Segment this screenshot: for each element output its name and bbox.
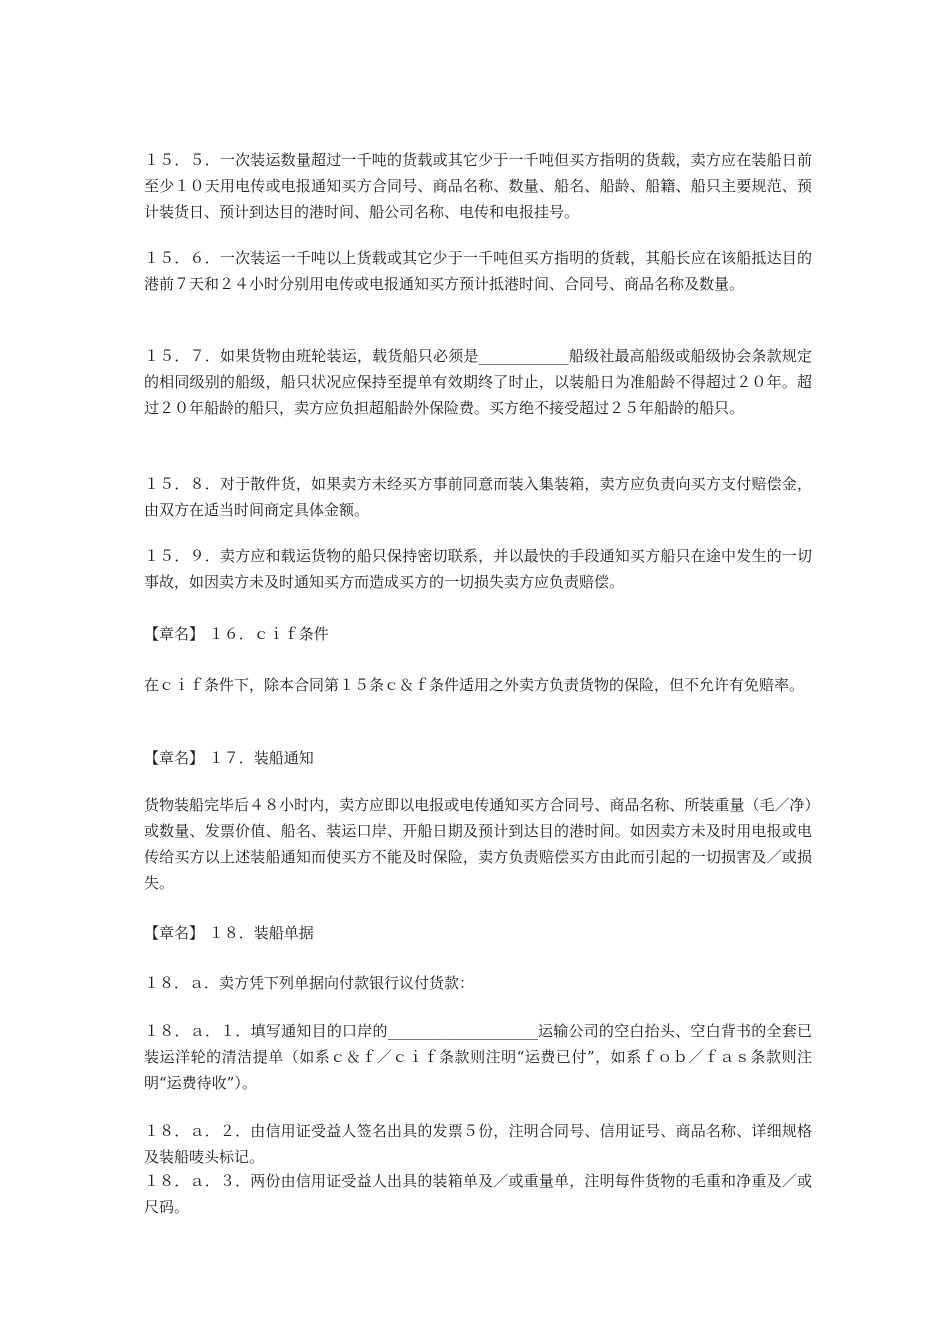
clause-18-a-1: １８．ａ．１．填写通知目的口岸的____________________运输公司的空白抬头、空白背书的全套已装运洋轮的清洁提单（如系ｃ＆ｆ／ｃｉｆ条款则注明“运费已付”，如系ｆｏｂ／ｆａｓ条款则注明“运费待收”）。	[144, 1022, 812, 1092]
chapter-heading-18: 【章名】 １８．装船单据	[144, 924, 314, 942]
chapter-heading-17: 【章名】 １７．装船通知	[144, 749, 314, 767]
chapter-heading-16: 【章名】 １６．ｃｉｆ条件	[144, 625, 329, 643]
clause-18-a-2: １８．ａ．２．由信用证受益人签名出具的发票５份，注明合同号、信用证号、商品名称、详细规格及装船唛头标记。	[144, 1122, 812, 1166]
clause-15-6: １５．６．一次装运一千吨以上货载或其它少于一千吨但买方指明的货载，其船长应在该船抵达目的港前７天和２４小时分别用电传或电报通知买方预计抵港时间、合同号、商品名称及数量。	[144, 249, 812, 293]
clause-15-7: １５．７．如果货物由班轮装运，载货船只必须是____________船级社最高船级或船级协会条款规定的相同级别的船级，船只状况应保持至提单有效期终了时止，以装船日为准船龄不得超过２０年。超过２０年船龄的船只，卖方应负担超船龄外保险费。买方绝不接受超过２５年船龄的船只。	[144, 347, 812, 417]
clause-15-9: １５．９．卖方应和载运货物的船只保持密切联系，并以最快的手段通知买方船只在途中发生的一切事故，如因卖方未及时通知买方而造成买方的一切损失卖方应负责赔偿。	[144, 547, 812, 591]
clause-17-body: 货物装船完毕后４８小时内，卖方应即以电报或电传通知买方合同号、商品名称、所装重量（毛／净）或数量、发票价值、船名、装运口岸、开船日期及预计到达目的港时间。如因卖方未及时用电报或电传给买方以上述装船通知而使买方不能及时保险，卖方负责赔偿买方由此而引起的一切损害及／或损失。	[144, 796, 812, 892]
clause-18-a: １８．ａ．卖方凭下列单据向付款银行议付货款：	[144, 974, 475, 992]
clause-16-body: 在ｃｉｆ条件下，除本合同第１５条ｃ＆ｆ条件适用之外卖方负责货物的保险，但不允许有免赔率。	[144, 676, 805, 694]
clause-15-5: １５．５．一次装运数量超过一千吨的货载或其它少于一千吨但买方指明的货载，卖方应在装船日前至少１０天用电传或电报通知买方合同号、商品名称、数量、船名、船龄、船籍、船只主要规范、预计装货日、预计到达目的港时间、船公司名称、电传和电报挂号。	[144, 151, 812, 221]
clause-15-8: １５．８．对于散件货，如果卖方未经买方事前同意而装入集装箱，卖方应负责向买方支付赔偿金，由双方在适当时间商定具体金额。	[144, 475, 812, 519]
clause-18-a-3: １８．ａ．３．两份由信用证受益人出具的装箱单及／或重量单，注明每件货物的毛重和净重及／或尺码。	[144, 1172, 812, 1216]
